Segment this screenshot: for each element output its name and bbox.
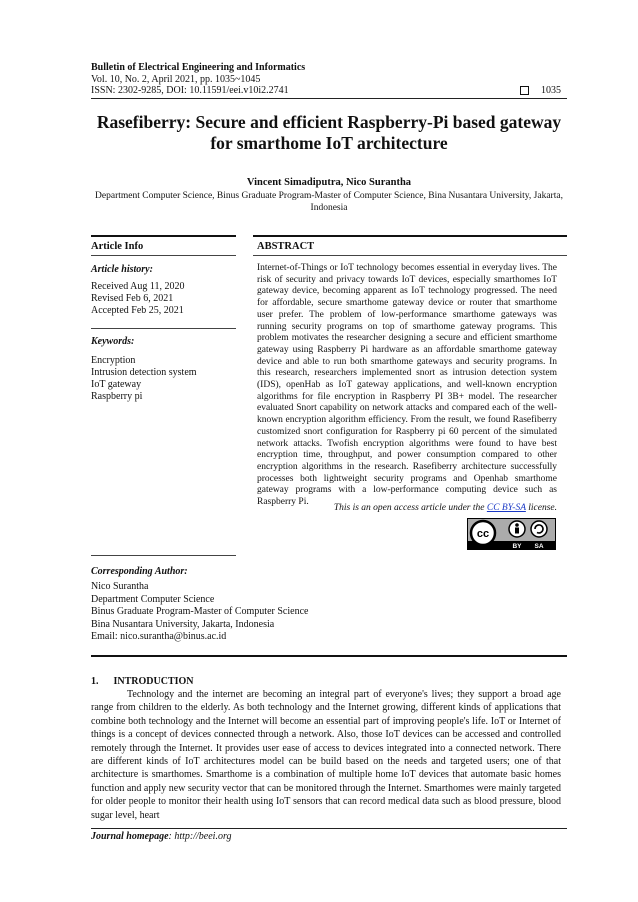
keyword-item: Raspberry pi [91,391,143,402]
footer-label: Journal homepage [91,831,169,842]
footer-divider [91,828,567,829]
abstract-heading: ABSTRACT [257,241,315,252]
keywords-heading: Keywords: [91,336,135,347]
corresponding-heading: Corresponding Author: [91,566,188,577]
cc-by-sa-badge[interactable] [467,518,556,550]
abstract-top-rule [253,235,567,237]
volume-info: Vol. 10, No. 2, April 2021, pp. 1035~1045 [91,74,261,85]
sa-label: SA [534,543,544,550]
issn-doi: ISSN: 2302-9285, DOI: 10.11591/eei.v10i2.2741 [91,85,289,96]
keyword-item: Encryption [91,355,136,366]
corresponding-line: Binus Graduate Program-Master of Computer Science [91,606,309,617]
accepted-date: Accepted Feb 25, 2021 [91,305,184,316]
license-suffix: license. [525,503,557,513]
license-prefix: This is an open access article under the [333,503,487,513]
journal-name: Bulletin of Electrical Engineering and Informatics [91,62,306,73]
sa-share-icon [531,521,547,537]
footer [91,831,231,842]
introduction-text: Technology and the internet are becoming an integral part of everyone's lives; they support a broad age range from children to the elderly. As both technology and the Internet growing, different kinds of applications that combine both technology and the Internet will become an essential part of improving people's life. IoT or Internet of things is a concept of devices connected through a network. Also, those IoT devices can be accessed and controlled remotely through the Internet. It provides user ease of access to devices integrated into a connected network. There are different kinds of IoT architectures model can be build based on the needs and targeted users; one of that architecture is smarthomes. Smarthome is a combination of multiple home IoT devices that automate basic homes function and apply new security vector that can be monitored through the Internet. Smarthomes were mainly targeted for older people to monitor their health using IoT sensors that can record medical data such as blood pressure, blood sugar level, heart [91,689,561,821]
paper-title: Rasefiberry: Secure and efficient Raspberry-Pi based gateway for smarthome IoT architecture [96,112,562,153]
keywords-rule [91,328,236,329]
corresponding-line: Department Computer Science [91,593,215,605]
by-label: BY [512,543,522,550]
paper-authors: Vincent Simadiputra, Nico Surantha [246,177,412,188]
page-number: 1035 [541,85,561,96]
received-date: Received Aug 11, 2020 [91,281,185,292]
corresponding-line: Bina Nusantara University, Jakarta, Indonesia [91,618,275,630]
header-divider [91,98,567,99]
article-info-top-rule [91,235,236,237]
section-heading-introduction: 1. INTRODUCTION [91,676,194,687]
history-heading: Article history: [91,264,153,275]
license-statement [257,503,557,513]
keyword-item: Intrusion detection system [91,367,197,378]
revised-date: Revised Feb 6, 2021 [91,293,174,304]
article-info-heading: Article Info [91,241,144,252]
cc-letters: cc [476,528,490,540]
corresponding-details [91,581,561,644]
keyword-item: IoT gateway [91,379,142,390]
article-info-rule [91,255,236,256]
paper-affiliation: Department Computer Science, Binus Graduate Program-Master of Computer Science, Bina Nusantara University, Jakarta, Indonesia [95,191,563,213]
corresponding-email: Email: nico.surantha@binus.ac.id [91,631,227,642]
introduction-paragraph [91,688,561,822]
info-block-bottom-rule [91,655,567,657]
license-link[interactable]: CC BY-SA [486,503,526,513]
abstract-text: Internet-of-Things or IoT technology becomes essential in everyday lives. The risk of security and privacy towards IoT devices, especially smarthomes IoT gateway device, becoming apparent as IoT technology progressed. The need for affordable, secure smarthome gateway device or router that smarthome user prefer. The problem of low-performance smarthome gateways was running security programs on top of smarthome gateway programs. This problem motivates the researcher designing a secure and efficient smarthome gateway using Raspberry Pi hardware as an affordable smarthome gateway device and able to run both smarthome gateways and security programs. In this research, researchers implemented snort as intrusion detection system (IDS), openHab as IoT gateway applications, and well-known encryption algorithms for file encryption in Raspberry PI 3B+ model. The researcher evaluated Snort capability on network attacks and compared each of the well-known encryption algorithm efficiency. From the result, we found Rasefiberry customized snort configuration for Raspberry pi 60 percent of the simulated network attacks. Twofish encryption algorithms were found to have best encryption time, throughput, and power consumption compared to other encryption algorithms in the research. Rasefiberry architecture successfully processes both lightweight security programs and Openhab smarthome gateway programs with a low-performance computing device such as Raspberry Pi. [257,263,557,508]
article-info-bottom-rule [91,555,236,556]
footer-url[interactable]: : http://beei.org [168,831,232,842]
corresponding-line: Nico Surantha [91,581,149,592]
square-icon [520,86,529,95]
abstract-rule [253,255,567,256]
